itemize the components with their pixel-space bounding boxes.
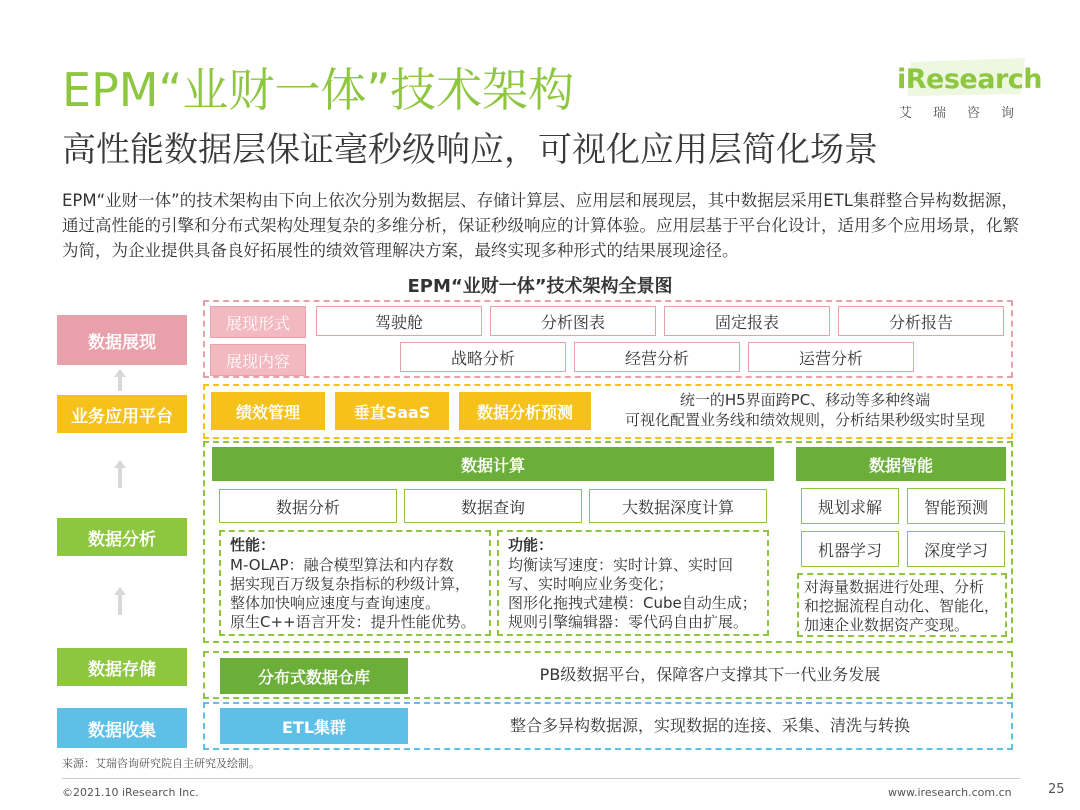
performance-line: 原生C++语言开发：提升性能优势。 bbox=[230, 613, 476, 631]
collection-item: ETL集群 bbox=[220, 708, 408, 744]
intelligence-note-line: 对海量数据进行处理、分析 bbox=[804, 578, 985, 596]
performance-line: M-OLAP：融合模型算法和内存数 bbox=[230, 556, 454, 574]
source-note: 来源：艾瑞咨询研究院自主研究及绘制。 bbox=[62, 757, 260, 770]
content-item: 运营分析 bbox=[748, 342, 914, 372]
computing-item: 数据查询 bbox=[404, 489, 582, 523]
intelligence-note-line: 加速企业数据资产变现。 bbox=[804, 616, 970, 634]
function-line: 写、实时响应业务变化； bbox=[508, 575, 674, 593]
footer-url[interactable]: www.iresearch.com.cn bbox=[888, 786, 1012, 799]
function-line: 规则引擎编辑器：零代码自由扩展。 bbox=[508, 613, 749, 631]
intelligence-item: 规划求解 bbox=[801, 488, 899, 524]
page-subtitle: 高性能数据层保证毫秒级响应，可视化应用层简化场景 bbox=[62, 130, 878, 170]
layer-storage: 数据存储 bbox=[57, 648, 187, 686]
up-arrow-icon bbox=[113, 585, 127, 617]
description-paragraph: EPM“业财一体”的技术架构由下向上依次分别为数据层、存储计算层、应用层和展现层，其中数据层采用ETL集群整合异构数据源，通过高性能的引擎和分布式架构处理复杂的多维分析，保证秒级响应的计算体验。应用层基于平台化设计，适用多个应用场景，化繁为简，为企业提供具备良好拓展性的绩效管理解决方案，最终实现多种形式的结果展现途径。 bbox=[62, 191, 1019, 260]
function-title: 功能： bbox=[508, 536, 554, 554]
up-arrow-icon bbox=[113, 458, 127, 490]
logo-word: iResearch bbox=[897, 64, 1043, 95]
copyright: ©2021.10 iResearch Inc. bbox=[62, 786, 199, 799]
page-title: EPM“业财一体”技术架构 bbox=[62, 63, 575, 117]
computing-item: 数据分析 bbox=[219, 489, 397, 523]
content-label: 展现内容 bbox=[210, 344, 306, 376]
intelligence-head: 数据智能 bbox=[796, 447, 1006, 481]
up-arrow-icon bbox=[113, 367, 127, 393]
performance-title: 性能： bbox=[230, 536, 276, 554]
performance-line: 整体加快响应速度与查询速度。 bbox=[230, 594, 441, 612]
function-line: 图形化拖拽式建模：Cube自动生成； bbox=[508, 594, 757, 612]
layer-analysis: 数据分析 bbox=[57, 518, 187, 556]
content-item: 战略分析 bbox=[400, 342, 566, 372]
page-number: 25 bbox=[1048, 782, 1065, 797]
form-item: 分析报告 bbox=[838, 306, 1004, 336]
collection-note: 整合多异构数据源，实现数据的连接、采集、清洗与转换 bbox=[509, 716, 910, 735]
performance-line: 据实现百万级复杂指标的秒级计算， bbox=[230, 575, 471, 593]
intelligence-item: 深度学习 bbox=[907, 531, 1005, 567]
storage-item: 分布式数据仓库 bbox=[220, 658, 408, 694]
app-item: 绩效管理 bbox=[211, 392, 325, 430]
logo-chinese: 艾瑞咨询 bbox=[899, 106, 1036, 121]
form-item: 固定报表 bbox=[664, 306, 830, 336]
layer-presentation: 数据展现 bbox=[57, 315, 187, 365]
layer-collection: 数据收集 bbox=[57, 708, 187, 748]
form-label: 展现形式 bbox=[210, 306, 306, 338]
computing-item: 大数据深度计算 bbox=[589, 489, 767, 523]
intelligence-note-line: 和挖掘流程自动化、智能化， bbox=[804, 597, 1000, 615]
app-item: 垂直SaaS bbox=[335, 392, 449, 430]
content-item: 经营分析 bbox=[574, 342, 740, 372]
app-note-line2: 可视化配置业务线和绩效规则，分析结果秒级实时呈现 bbox=[624, 411, 985, 429]
storage-note: PB级数据平台，保障客户支撑其下一代业务发展 bbox=[539, 665, 881, 684]
form-item: 驾驶舱 bbox=[316, 306, 482, 336]
app-note-line1: 统一的H5界面跨PC、移动等多种终端 bbox=[679, 391, 931, 409]
intelligence-item: 机器学习 bbox=[801, 531, 899, 567]
iresearch-logo bbox=[893, 58, 1043, 121]
layer-application: 业务应用平台 bbox=[57, 395, 187, 433]
function-line: 均衡读写速度：实时计算、实时回 bbox=[508, 556, 734, 574]
footer-divider bbox=[62, 778, 1020, 779]
form-item: 分析图表 bbox=[490, 306, 656, 336]
computing-head: 数据计算 bbox=[212, 447, 774, 481]
app-item: 数据分析预测 bbox=[459, 392, 591, 430]
diagram-title: EPM“业财一体”技术架构全景图 bbox=[407, 276, 673, 297]
intelligence-item: 智能预测 bbox=[907, 488, 1005, 524]
